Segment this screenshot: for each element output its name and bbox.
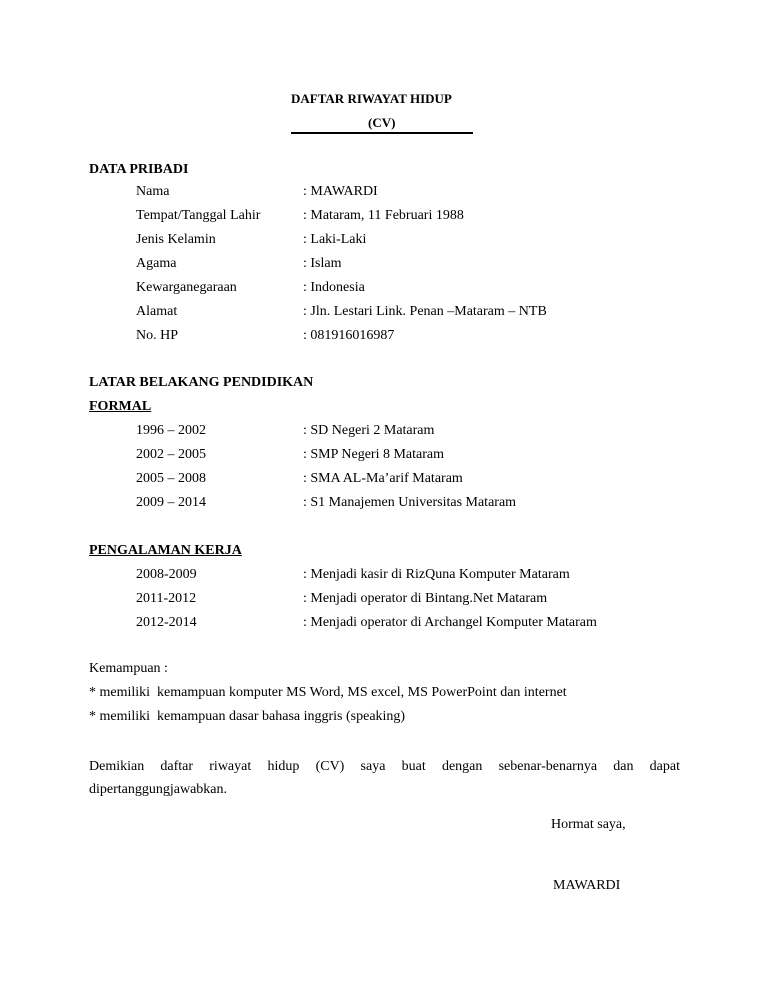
personal-row-nationality	[0, 280, 768, 300]
row-label: 2002 – 2005	[136, 447, 206, 462]
personal-row-birth	[0, 208, 768, 228]
row-value: : SD Negeri 2 Mataram	[303, 423, 435, 438]
experience-row	[0, 567, 768, 587]
row-label: Nama	[136, 184, 170, 199]
row-label: Tempat/Tanggal Lahir	[136, 208, 261, 223]
row-value: : S1 Manajemen Universitas Mataram	[303, 495, 517, 510]
personal-row-address	[0, 304, 768, 324]
education-row	[0, 447, 768, 467]
row-value: : Menjadi operator di Archangel Komputer Mataram	[303, 615, 597, 630]
row-value: : Mataram, 11 Februari 1988	[303, 208, 464, 223]
closing-statement-line2: dipertanggungjawabkan.	[89, 782, 228, 797]
row-label: 2005 – 2008	[136, 471, 206, 486]
skills-heading: Kemampuan :	[89, 661, 168, 676]
personal-row-phone	[0, 328, 768, 348]
row-value: : MAWARDI	[303, 184, 378, 199]
experience-heading: PENGALAMAN KERJA	[89, 543, 242, 558]
row-label: 2009 – 2014	[136, 495, 206, 510]
education-row	[0, 423, 768, 443]
row-value: : Jln. Lestari Link. Penan –Mataram – NTB	[303, 304, 547, 319]
row-label: Jenis Kelamin	[136, 232, 216, 247]
row-value: : Islam	[303, 256, 342, 271]
row-value: : 081916016987	[303, 328, 395, 343]
document-subtitle: (CV)	[368, 115, 396, 130]
skill-item: * memiliki kemampuan dasar bahasa inggris (speaking)	[89, 709, 406, 724]
education-heading: LATAR BELAKANG PENDIDIKAN	[89, 375, 314, 390]
row-value: : Laki-Laki	[303, 232, 367, 247]
row-label: 2012-2014	[136, 615, 197, 630]
row-label: 1996 – 2002	[136, 423, 206, 438]
row-value: : Menjadi kasir di RizQuna Komputer Mataram	[303, 567, 570, 582]
row-label: Alamat	[136, 304, 178, 319]
document-title: DAFTAR RIWAYAT HIDUP	[291, 91, 452, 106]
personal-row-gender	[0, 232, 768, 252]
closing-regards: Hormat saya,	[551, 817, 626, 832]
signature-name: MAWARDI	[553, 878, 621, 893]
row-value: : SMP Negeri 8 Mataram	[303, 447, 445, 462]
skill-item: * memiliki kemampuan komputer MS Word, MS excel, MS PowerPoint dan internet	[89, 685, 567, 700]
education-row	[0, 495, 768, 515]
row-label: Kewarganegaraan	[136, 280, 237, 295]
row-label: 2008-2009	[136, 567, 197, 582]
education-subheading: FORMAL	[89, 399, 152, 414]
row-label: 2011-2012	[136, 591, 197, 606]
personal-heading: DATA PRIBADI	[89, 162, 189, 177]
personal-row-name	[0, 184, 768, 204]
experience-row	[0, 615, 768, 635]
title-underline	[291, 132, 473, 134]
row-value: : Indonesia	[303, 280, 365, 295]
row-value: : Menjadi operator di Bintang.Net Mataram	[303, 591, 548, 606]
row-value: : SMA AL-Ma’arif Mataram	[303, 471, 463, 486]
education-row	[0, 471, 768, 491]
closing-statement-line1: Demikian daftar riwayat hidup (CV) saya buat dengan sebenar-benarnya dan dapat	[89, 759, 680, 774]
row-label: No. HP	[136, 328, 179, 343]
experience-row	[0, 591, 768, 611]
row-label: Agama	[136, 256, 177, 271]
personal-row-religion	[0, 256, 768, 276]
